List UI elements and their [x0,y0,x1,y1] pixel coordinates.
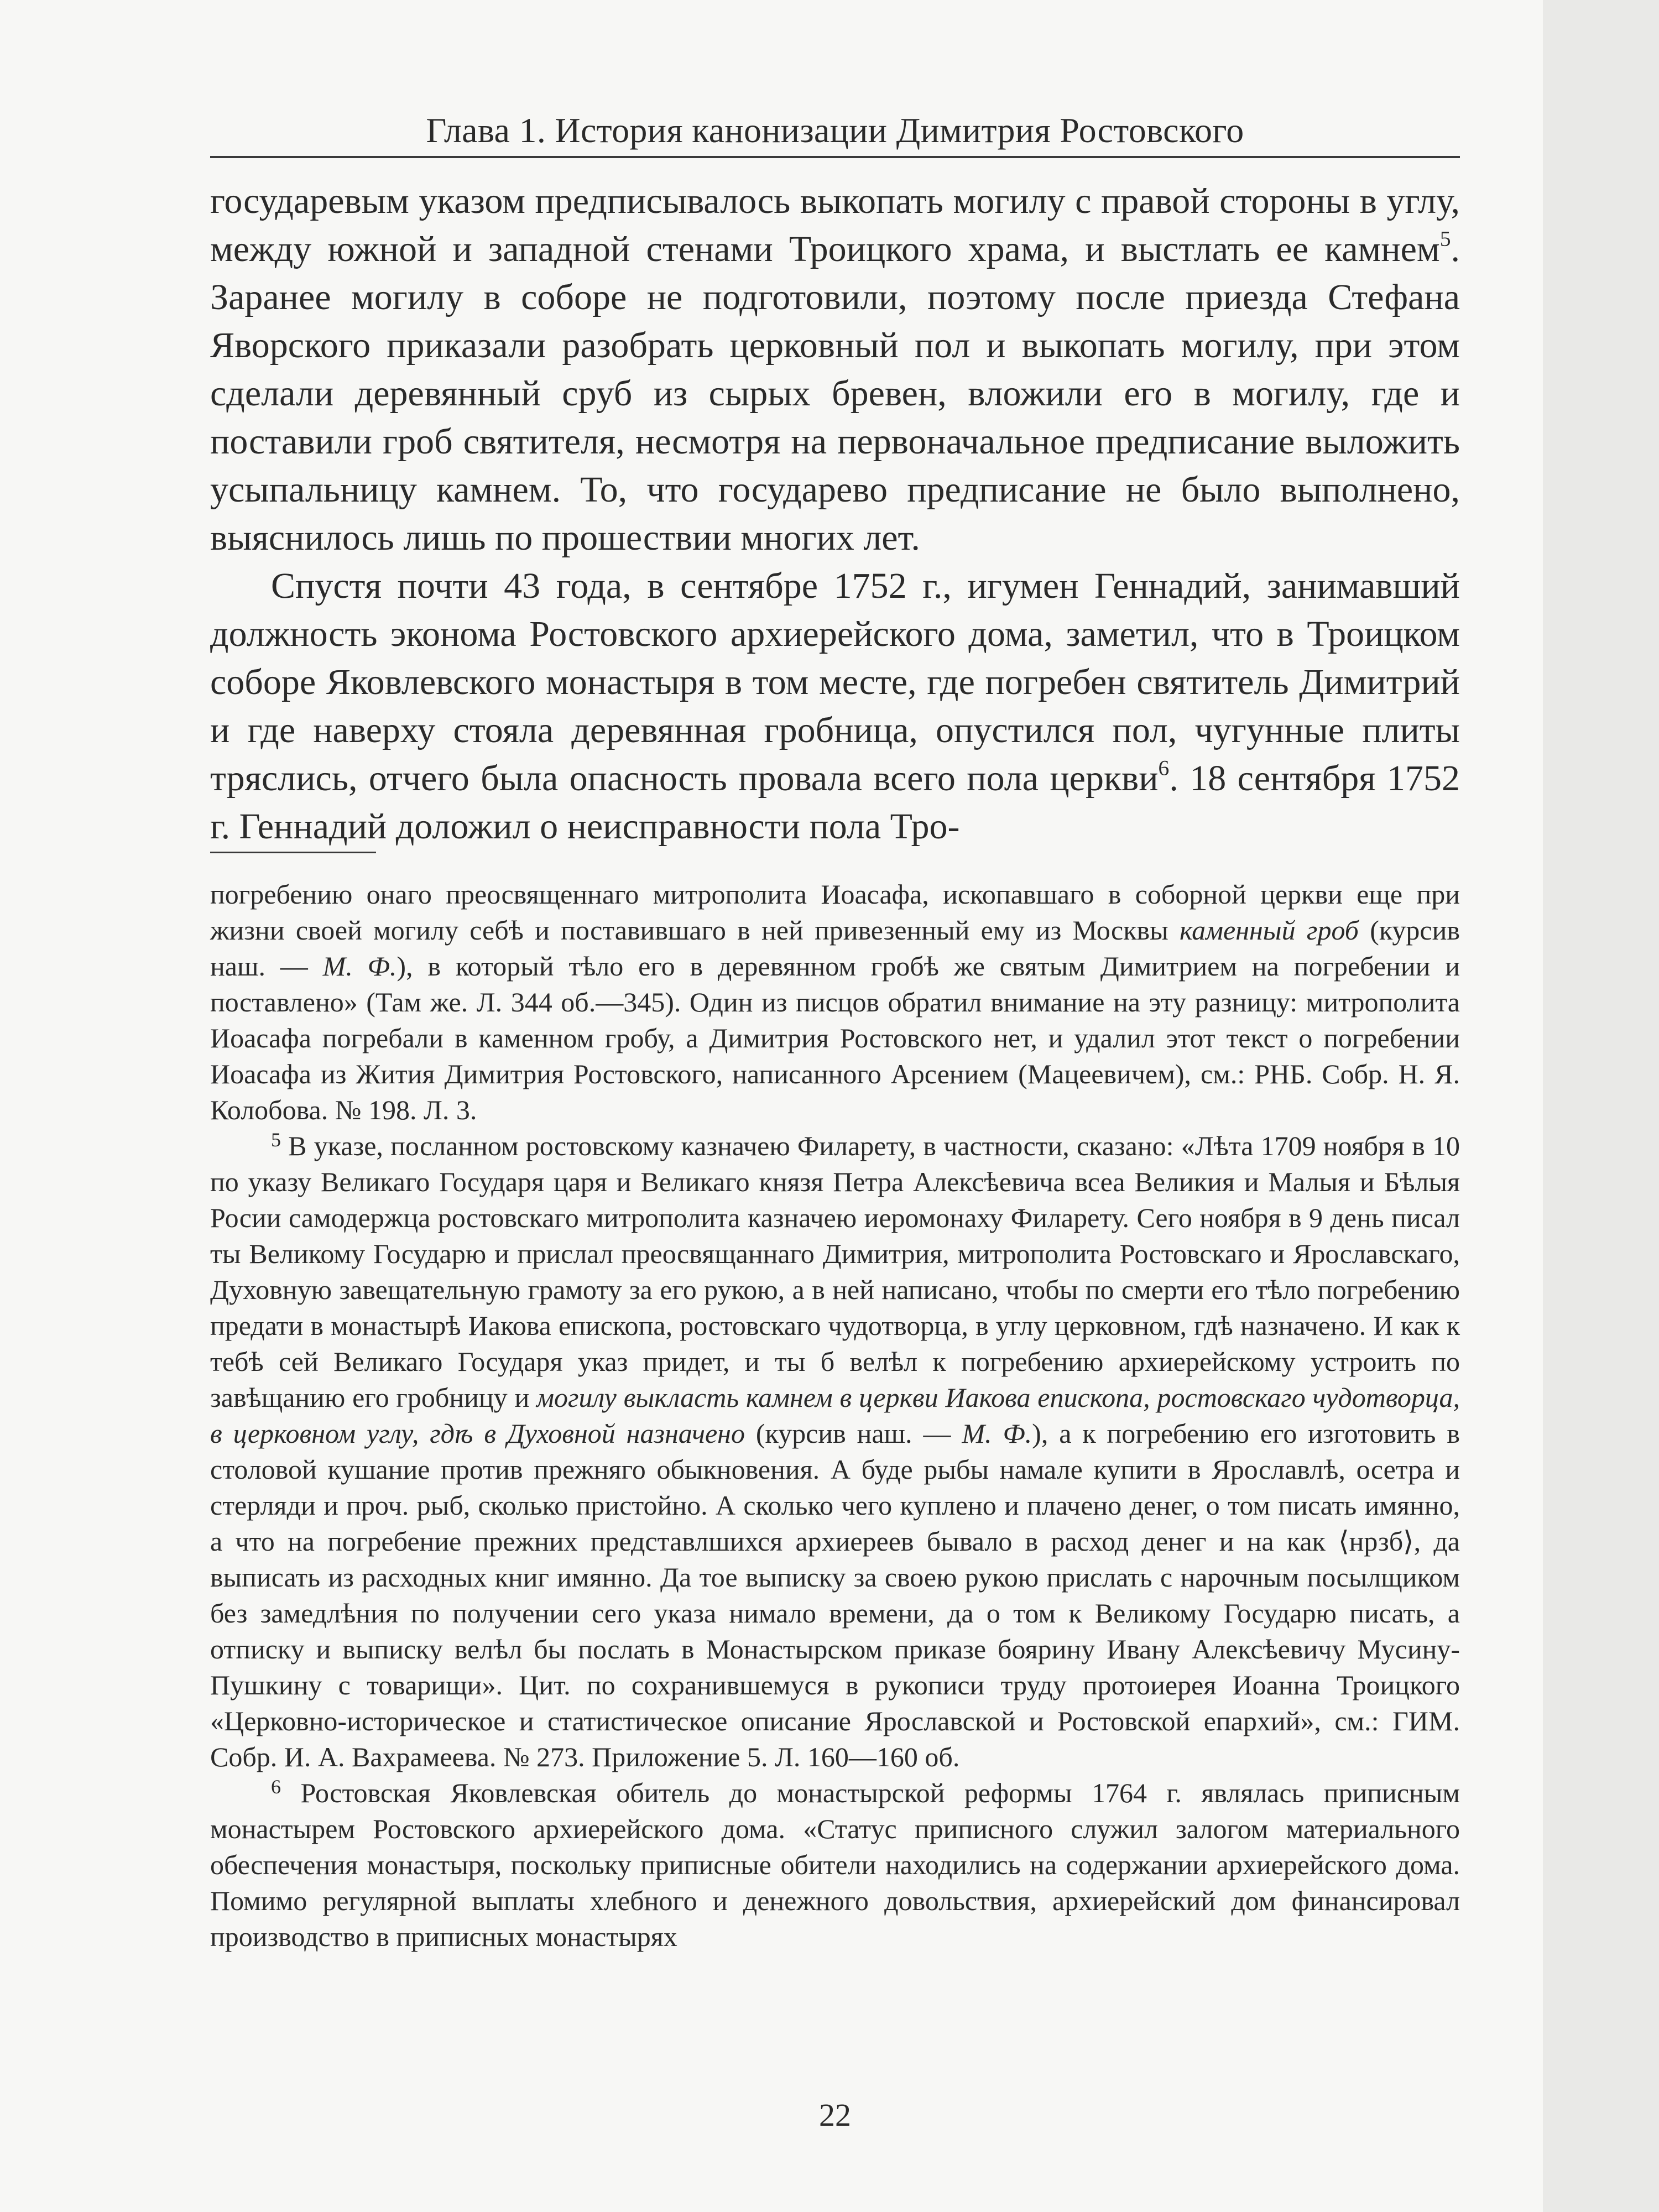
footnote-continuation [210,877,1460,1128]
footnote-ref: 6 [1158,755,1170,780]
footnote-text: Ростовская Яковлевская обитель до монастырской реформы 1764 г. являлась приписным монастырем Ростовского архиерейского дома. «Статус приписного служил залогом материального обеспечения монастыря, поскольку приписные обители находились на содержании архиерейского дома. Помимо регулярной выплаты хлебного и денежного довольствия, архиерейский дом финансировал производство в приписных монастырях [210,1777,1460,1952]
footnote-rule [210,852,376,853]
page-number: 22 [819,2097,851,2133]
main-body-text [210,177,1460,851]
footnote-italic: могилу выкласть камнем в церкви Иакова епископа, ростовскаго чудотворца, в церковном углу, гдѣ в Духовной назначено [210,1382,1460,1449]
running-head: Глава 1. История канонизации Димитрия Ростовского [426,111,1244,150]
footnote-text: погребению онаго преосвященнаго митрополита Иоасафа, ископавшаго в соборной церкви еще при жизни своей могилу себѣ и поставившаго в ней привезенный ему из Москвы [210,879,1460,946]
footnote-text: (курсив наш. — [744,1418,962,1449]
footnote-text: ), в который тѣло его в деревянном гробѣ же святым Димитрием на погребении и поставлено» (Там же. Л. 344 об.—345). Один из писцов обратил внимание на эту разницу: митрополита Иоасафа погребали в каменном гробу, а Димитрия Ростовского нет, и удалил этот текст о погребении Иоасафа из Жития Димитрия Ростовского, написанного Арсением (Мацеевичем), см.: РНБ. Собр. Н. Я. Колобова. № 198. Л. 3. [210,951,1460,1125]
body-paragraph [210,177,1460,562]
footnote-number: 6 [271,1775,281,1798]
footnote-italic: каменный гроб [1179,915,1359,946]
footnotes [210,877,1460,1955]
body-text-segment: государевым указом предписывалось выкопать могилу с правой стороны в углу, между южной и западной стенами Троицкого храма, и выстлать ее камнем [210,181,1460,269]
body-text-segment: Спустя почти 43 года, в сентябре 1752 г., игумен Геннадий, занимавший должность эконома Ростовского архиерейского дома, заметил, что в Троицком соборе Яковлевского монастыря в том месте, где погребен святитель Димитрий и где наверху стояла деревянная гробница, опустился пол, чугунные плиты тряслись, отчего была опасность провала всего пола церкви [210,566,1460,799]
body-text-segment: . 18 сентября 1752 г. Геннадий доложил о неисправности пола Тро- [210,758,1460,847]
footnote-text: ), а к погребению его изготовить в столовой кушание против прежняго обыкновения. А буде рыбы намале купити в Ярославлѣ, осетра и стерляди и проч. рыб, сколько пристойно. А сколько чего куплено и плачено денег, о том писать имянно, а что на погребение прежних представлшихся архиереев бывало в расход денег и на как ⟨нрзб⟩, да выписать из расходных книг имянно. Да тое выписку за своею рукою прислать с нарочным посылщиком без замедлѣния по получении сего указа нимало времени, да о том к Великому Государю писать, а отписку и выписку велѣл бы послать в Монастырском приказе боярину Ивану Алексѣевичу Мусину-Пушкину с товарищи». Цит. по сохранившемуся в рукописи труду протоиерея Иоанна Троицкого «Церковно-историческое и статистическое описание Ярославской и Ростовской епархий», см.: ГИМ. Собр. И. А. Вахрамеева. № 273. Приложение 5. Л. 160—160 об. [210,1418,1460,1772]
footnote-text: (курсив наш. — [210,915,1460,982]
footnote-text: В указе, посланном ростовскому казначею Филарету, в частности, сказано: «Лѣта 1709 ноября в 10 по указу Великаго Государя царя и Великаго князя Петра Алексѣевича всеа Великия и Малыя и Бѣлыя Росии самодержца ростовскаго митрополита казначею иеромонаху Филарету. Сего ноября в 9 день писал ты Великому Государю и прислал преосвящаннаго Димитрия, митрополита Ростовскаго и Ярославскаго, Духовную завещательную грамоту за его рукою, а в ней написано, чтобы по смерти его тѣло погребению предати в монастырѣ Иакова епископа, ростовскаго чудотворца, в углу церковном, гдѣ назначено. И как к тебѣ сей Великаго Государя указ придет, и ты б велѣл к погребению архиерейскому устроить по завѣщанию его гробницу и [210,1130,1460,1413]
footnote-italic: М. Ф. [962,1418,1032,1449]
footnote-number: 5 [271,1128,281,1151]
scan-edge [1543,0,1659,2212]
body-text-segment: . Заранее могилу в соборе не подготовили, поэтому после приезда Стефана Яворского приказали разобрать церковный пол и выкопать могилу, при этом сделали деревянный сруб из сырых бревен, вложили его в могилу, где и поставили гроб святителя, несмотря на первоначальное предписание выложить усыпальницу камнем. То, что государево предписание не было выполнено, выяснилось лишь по прошествии многих лет. [210,229,1460,558]
footnote-ref: 5 [1439,226,1451,251]
header-rule [210,156,1460,158]
footnote-6 [210,1775,1460,1955]
footnote-italic: М. Ф. [322,951,397,982]
body-paragraph [210,562,1460,851]
footnote-5 [210,1128,1460,1775]
